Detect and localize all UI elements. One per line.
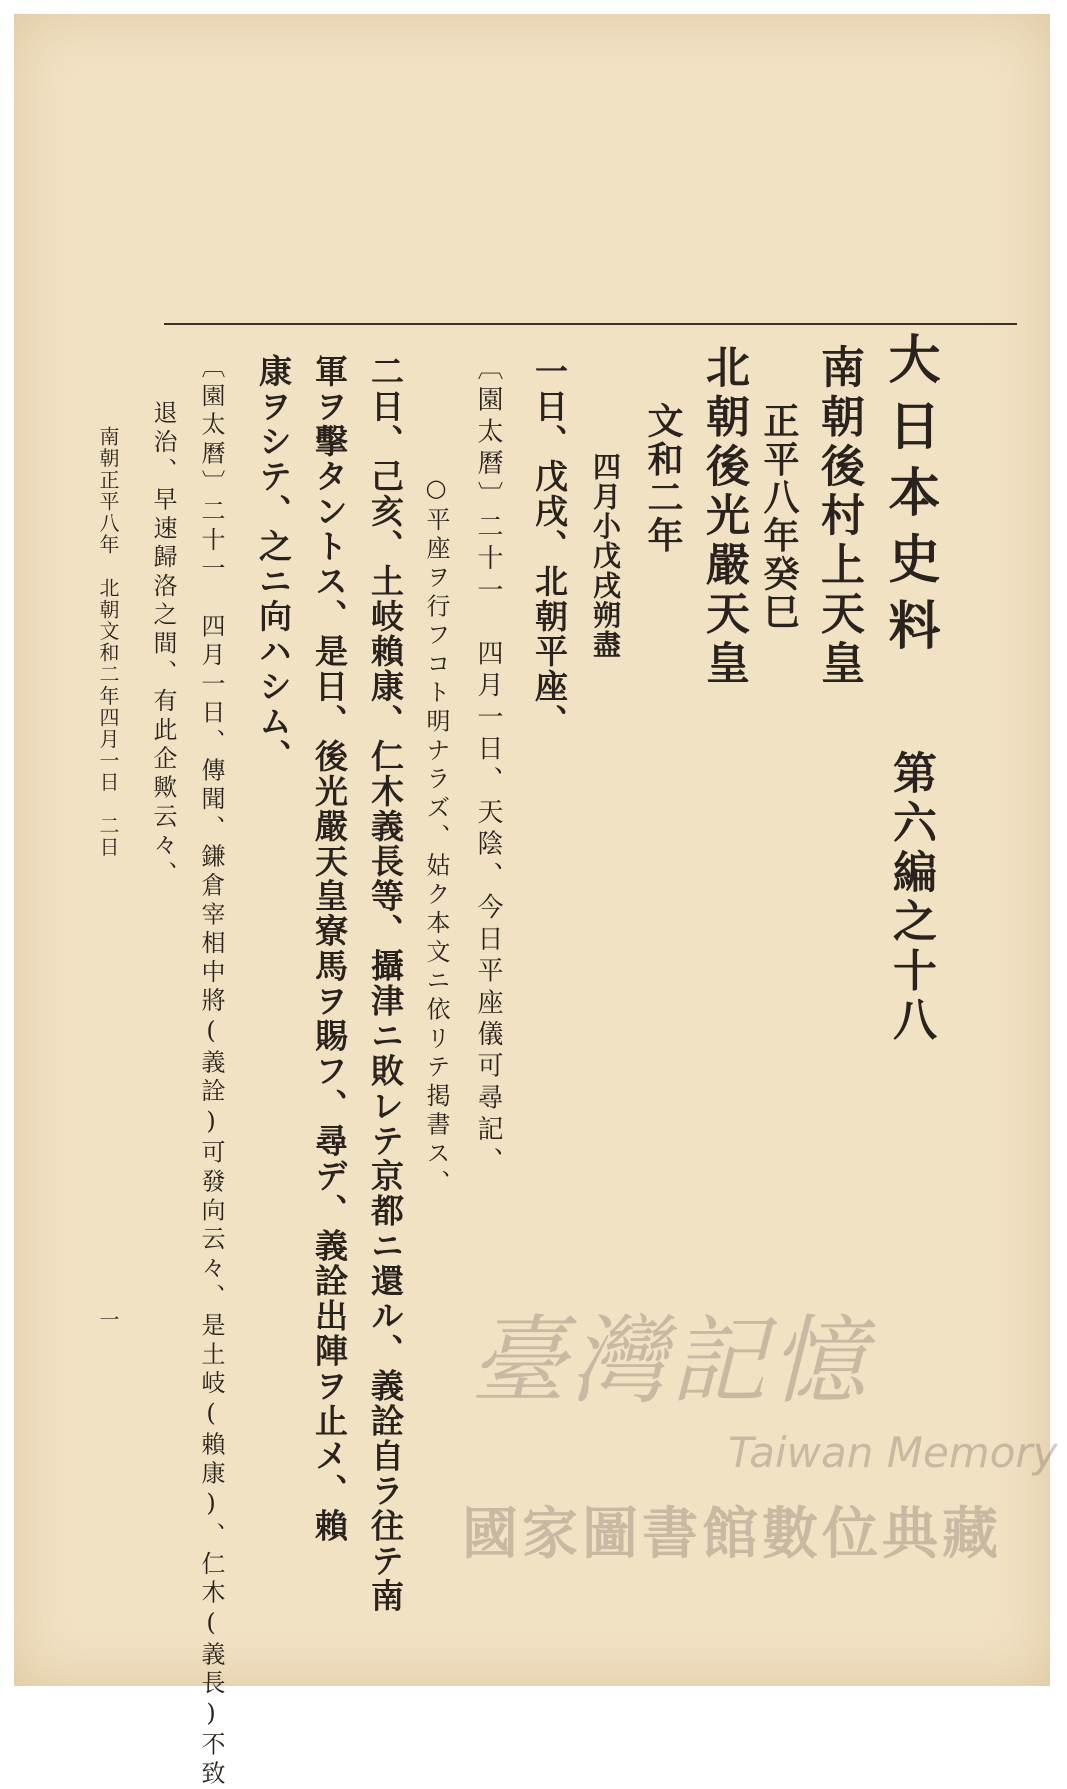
citation-2-continued: 退治、早速歸洛之間、有此企歟云々、 [149, 400, 177, 890]
editor-note-1: ○平座ヲ行フコト明ナラズ、姑ク本文ニ依リテ掲書ス、 [422, 474, 450, 1198]
volume-label: 第六編之十八 [885, 750, 936, 1046]
running-head: 南朝正平八年 北朝文和二年四月一日 二日 [96, 426, 120, 858]
day-2-line-1: 二日、己亥、土岐賴康、仁木義長等、攝津ニ敗レテ京都ニ還ル、義詮自ラ往テ南 [366, 354, 405, 1614]
watermark-institution: 國家圖書館數位典藏 [462, 1502, 1002, 1567]
day-2-line-2: 軍ヲ擊タントス、是日、後光嚴天皇寮馬ヲ賜フ、尋デ、義詮出陣ヲ止メ、賴 [310, 354, 349, 1544]
citation-2: 〔園太曆〕二十一 四月一日、傳聞、鎌倉宰相中將(義詮)可發向云々、是土岐(賴康)、仁木(義長)不致 [197, 354, 225, 1789]
era-south: 正平八年癸巳 [758, 402, 800, 631]
page-number: 一 [96, 1309, 120, 1331]
emperor-north: 北朝後光嚴天皇 [698, 344, 749, 689]
watermark-logo: 臺灣記憶 [470, 1305, 870, 1417]
emperor-south: 南朝後村上天皇 [813, 344, 864, 689]
watermark-english: Taiwan Memory [728, 1428, 1058, 1477]
header-rule [164, 323, 1017, 325]
day-2-line-3: 康ヲシテ、之ニ向ハシム、 [254, 354, 293, 774]
month-heading: 四月小戊戌朔盡 [589, 452, 622, 660]
citation-1: 〔園太曆〕二十一 四月一日、天陰、今日平座儀可尋記、 [473, 354, 503, 1179]
era-north: 文和二年 [642, 402, 684, 555]
series-title: 大日本史料 [879, 332, 940, 665]
day-1-entry: 一日、戊戌、北朝平座、 [530, 354, 569, 739]
